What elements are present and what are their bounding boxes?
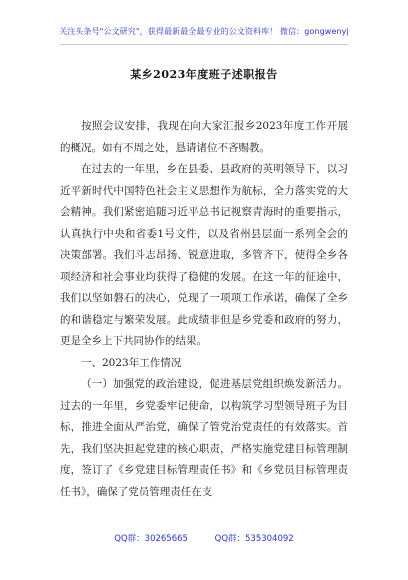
section-heading: 一、2023年工作情况: [81, 356, 182, 369]
document-body: [60, 116, 348, 503]
paragraph-party-building: （一）加强党的政治建设，促进基层党组织焕发新活力。过去的一年里，乡党委牢记使命，以构筑学习型领导班子为目标，推进全面从严治党，确保了管党治党责任的有效落实。首先，我们坚决担起党建的核心职责，严格实施党建目标管理制度，签订了《乡党建目标管理责任书》和《乡党员目标管理责任书》，确保了党员管理责任在支: [60, 378, 348, 498]
footer-contact: [0, 532, 408, 544]
paragraph-overview: 在过去的一年里，乡在县委、县政府的英明领导下，以习近平新时代中国特色社会主义思想作为航标，全力落实党的大会精神。我们紧密追随习近平总书记视察青海时的重要指示，认真执行中央和省委1号文件，以及省州县层面一系列全会的决策部署。我们斗志昂扬、锐意进取，多管齐下，使得全乡各项经济和社会事业均获得了稳健的发展。在这一年的征途中，我们以坚如磐石的决心，兑现了一项项工作承诺，确保了全乡的和谐稳定与繁荣发展。此成绩非但是乡党委和政府的努力，更是全乡上下共同协作的结果。: [60, 163, 348, 347]
header-divider: [60, 44, 348, 45]
document-title: 某乡2023年度班子述职报告: [130, 68, 278, 81]
paragraph-intro: 按照会议安排，我现在向大家汇报乡2023年度工作开展的概况。如有不周之处，恳请诸位不吝赐教。: [60, 120, 348, 154]
footer-qq-group-1: QQ群：30265665: [114, 534, 188, 544]
header-promo-note: 关注头条号"公文研究"，获得最新最全最专业的公文资料库！ 微信：gongwenyj: [59, 27, 349, 36]
footer-qq-group-2: QQ群：535304092: [214, 534, 294, 544]
